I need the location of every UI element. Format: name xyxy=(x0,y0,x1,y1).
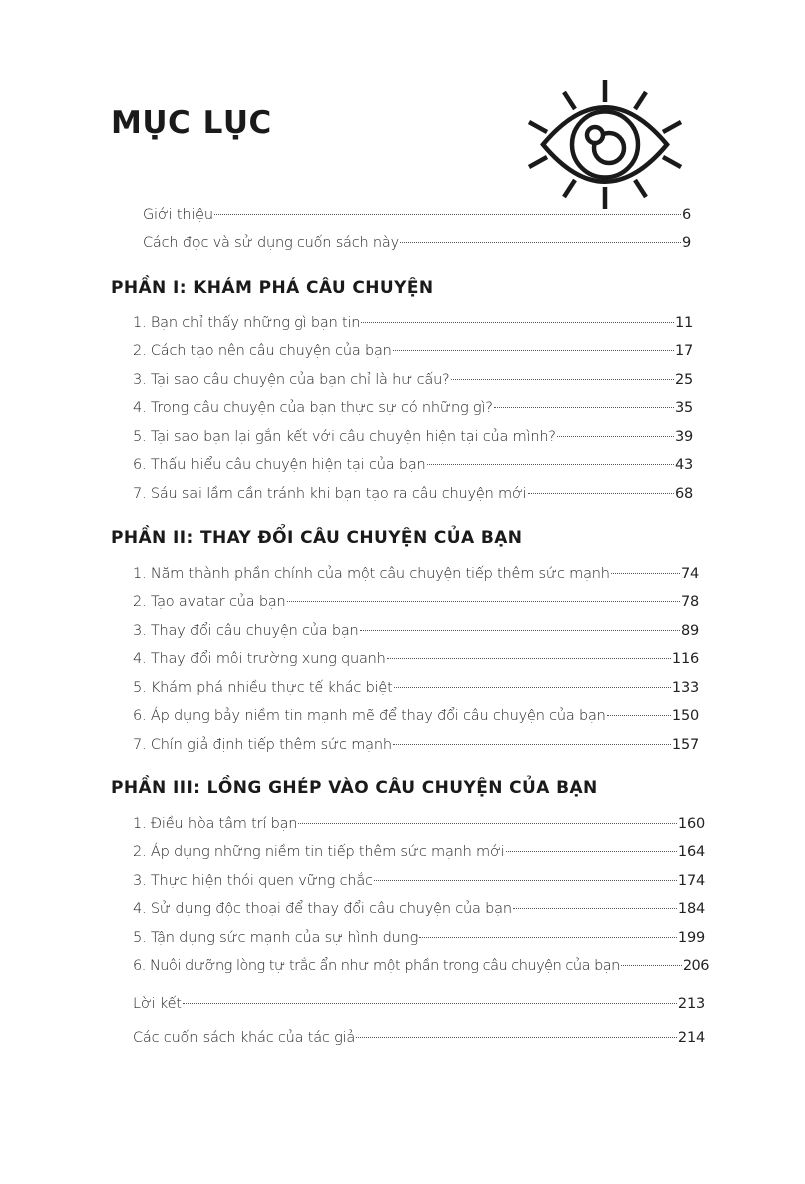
toc-entry-label: 2. Áp dụng những niềm tin tiếp thêm sức mạnh mới xyxy=(133,844,505,860)
toc-entry-page: 214 xyxy=(677,1030,705,1046)
toc-entry-label: 1. Năm thành phần chính của một câu chuyện tiếp thêm sức mạnh xyxy=(133,566,610,582)
dot-leader xyxy=(621,965,682,966)
toc-entry-page: 89 xyxy=(680,623,699,639)
dot-leader xyxy=(360,630,680,631)
toc-entry-page: 74 xyxy=(680,566,699,582)
dot-leader xyxy=(451,379,674,380)
toc-entry-page: 17 xyxy=(674,343,693,359)
toc-entry-page: 116 xyxy=(671,651,699,667)
toc-entry-page: 150 xyxy=(671,708,699,724)
toc-entry-chapter[interactable] xyxy=(133,563,699,585)
toc-entry-page: 199 xyxy=(677,930,705,946)
toc-entry-chapter[interactable] xyxy=(133,870,705,892)
toc-entry-label: 4. Sử dụng độc thoại để thay đổi câu chuyện của bạn xyxy=(133,901,512,917)
toc-entry-how-to-read[interactable] xyxy=(143,232,691,254)
toc-entry-label: Các cuốn sách khác của tác giả xyxy=(133,1030,356,1046)
toc-entry-page: 35 xyxy=(674,400,693,416)
toc-entry-label: 4. Thay đổi môi trường xung quanh xyxy=(133,651,386,667)
toc-entry-page: 11 xyxy=(674,315,693,331)
toc-entry-page: 68 xyxy=(674,486,693,502)
toc-entry-label: 3. Tại sao câu chuyện của bạn chỉ là hư cấu? xyxy=(133,372,450,388)
dot-leader xyxy=(611,573,680,574)
dot-leader xyxy=(374,880,677,881)
toc-entry-page: 9 xyxy=(681,235,691,251)
part-heading-1: PHẦN I: KHÁM PHÁ CÂU CHUYỆN xyxy=(111,278,434,298)
dot-leader xyxy=(557,436,674,437)
toc-entry-chapter[interactable] xyxy=(133,312,693,334)
toc-entry-page: 6 xyxy=(681,207,691,223)
toc-entry-epilogue[interactable] xyxy=(133,993,705,1015)
dot-leader xyxy=(298,823,677,824)
toc-entry-chapter[interactable] xyxy=(133,705,699,727)
toc-entry-page: 157 xyxy=(671,737,699,753)
toc-entry-label: 6. Nuôi dưỡng lòng tự trắc ẩn như một phần trong câu chuyện của bạn xyxy=(133,958,620,974)
toc-entry-label: 5. Tận dụng sức mạnh của sự hình dung xyxy=(133,930,419,946)
dot-leader xyxy=(287,601,680,602)
dot-leader xyxy=(387,658,671,659)
toc-entry-page: 39 xyxy=(674,429,693,445)
toc-entry-page: 174 xyxy=(677,873,705,889)
toc-entry-chapter[interactable] xyxy=(133,841,705,863)
page-title: MỤC LỤC xyxy=(111,105,272,141)
dot-leader xyxy=(419,937,677,938)
part-heading-2: PHẦN II: THAY ĐỔI CÂU CHUYỆN CỦA BẠN xyxy=(111,528,523,548)
toc-entry-label: Cách đọc và sử dụng cuốn sách này xyxy=(143,235,399,251)
toc-entry-label: 5. Khám phá nhiều thực tế khác biệt xyxy=(133,680,393,696)
toc-entry-label: 2. Cách tạo nên câu chuyện của bạn xyxy=(133,343,392,359)
eye-icon xyxy=(510,72,700,217)
toc-entry-introduction[interactable] xyxy=(143,204,691,226)
toc-entry-page: 133 xyxy=(671,680,699,696)
dot-leader xyxy=(494,407,674,408)
toc-entry-page: 206 xyxy=(682,958,709,974)
part-heading-3: PHẦN III: LỒNG GHÉP VÀO CÂU CHUYỆN CỦA BẠN xyxy=(111,778,598,798)
dot-leader xyxy=(361,322,674,323)
toc-entry-label: 7. Chín giả định tiếp thêm sức mạnh xyxy=(133,737,392,753)
toc-entry-label: 6. Thấu hiểu câu chuyện hiện tại của bạn xyxy=(133,457,426,473)
dot-leader xyxy=(400,242,681,243)
toc-entry-chapter[interactable] xyxy=(133,591,699,613)
dot-leader xyxy=(607,715,671,716)
dot-leader xyxy=(427,464,674,465)
dot-leader xyxy=(393,744,671,745)
toc-entry-label: 4. Trong câu chuyện của bạn thực sự có những gì? xyxy=(133,400,493,416)
toc-entry-chapter[interactable] xyxy=(133,454,693,476)
toc-entry-page: 43 xyxy=(674,457,693,473)
toc-entry-page: 160 xyxy=(677,816,705,832)
toc-entry-chapter[interactable] xyxy=(133,369,693,391)
toc-entry-label: 7. Sáu sai lầm cần tránh khi bạn tạo ra câu chuyện mới xyxy=(133,486,527,502)
toc-entry-label: 1. Điều hòa tâm trí bạn xyxy=(133,816,298,832)
toc-entry-label: 5. Tại sao bạn lại gắn kết với câu chuyện hiện tại của mình? xyxy=(133,429,556,445)
toc-entry-chapter[interactable] xyxy=(133,734,699,756)
toc-entry-label: Lời kết xyxy=(133,996,182,1012)
toc-entry-chapter[interactable] xyxy=(133,648,699,670)
toc-entry-label: 1. Bạn chỉ thấy những gì bạn tin xyxy=(133,315,361,331)
toc-entry-chapter[interactable] xyxy=(133,620,699,642)
toc-entry-page: 164 xyxy=(677,844,705,860)
toc-entry-chapter[interactable] xyxy=(133,426,693,448)
dot-leader xyxy=(394,687,671,688)
toc-entry-page: 213 xyxy=(677,996,705,1012)
toc-entry-chapter[interactable] xyxy=(133,927,705,949)
toc-entry-label: Giới thiệu xyxy=(143,207,213,223)
toc-entry-chapter[interactable] xyxy=(133,677,699,699)
toc-entry-label: 2. Tạo avatar của bạn xyxy=(133,594,286,610)
dot-leader xyxy=(183,1003,677,1004)
dot-leader xyxy=(528,493,674,494)
toc-entry-label: 3. Thay đổi câu chuyện của bạn xyxy=(133,623,359,639)
toc-entry-chapter[interactable] xyxy=(133,955,709,977)
toc-entry-chapter[interactable] xyxy=(133,397,693,419)
toc-entry-other-books[interactable] xyxy=(133,1027,705,1049)
toc-entry-label: 3. Thực hiện thói quen vững chắc xyxy=(133,873,373,889)
toc-entry-chapter[interactable] xyxy=(133,483,693,505)
dot-leader xyxy=(513,908,677,909)
dot-leader xyxy=(356,1037,677,1038)
toc-entry-page: 184 xyxy=(677,901,705,917)
toc-entry-page: 25 xyxy=(674,372,693,388)
toc-entry-page: 78 xyxy=(680,594,699,610)
toc-entry-chapter[interactable] xyxy=(133,340,693,362)
toc-entry-chapter[interactable] xyxy=(133,898,705,920)
dot-leader xyxy=(214,214,681,215)
dot-leader xyxy=(393,350,674,351)
toc-entry-label: 6. Áp dụng bảy niềm tin mạnh mẽ để thay đổi câu chuyện của bạn xyxy=(133,708,606,724)
dot-leader xyxy=(506,851,677,852)
toc-entry-chapter[interactable] xyxy=(133,813,705,835)
